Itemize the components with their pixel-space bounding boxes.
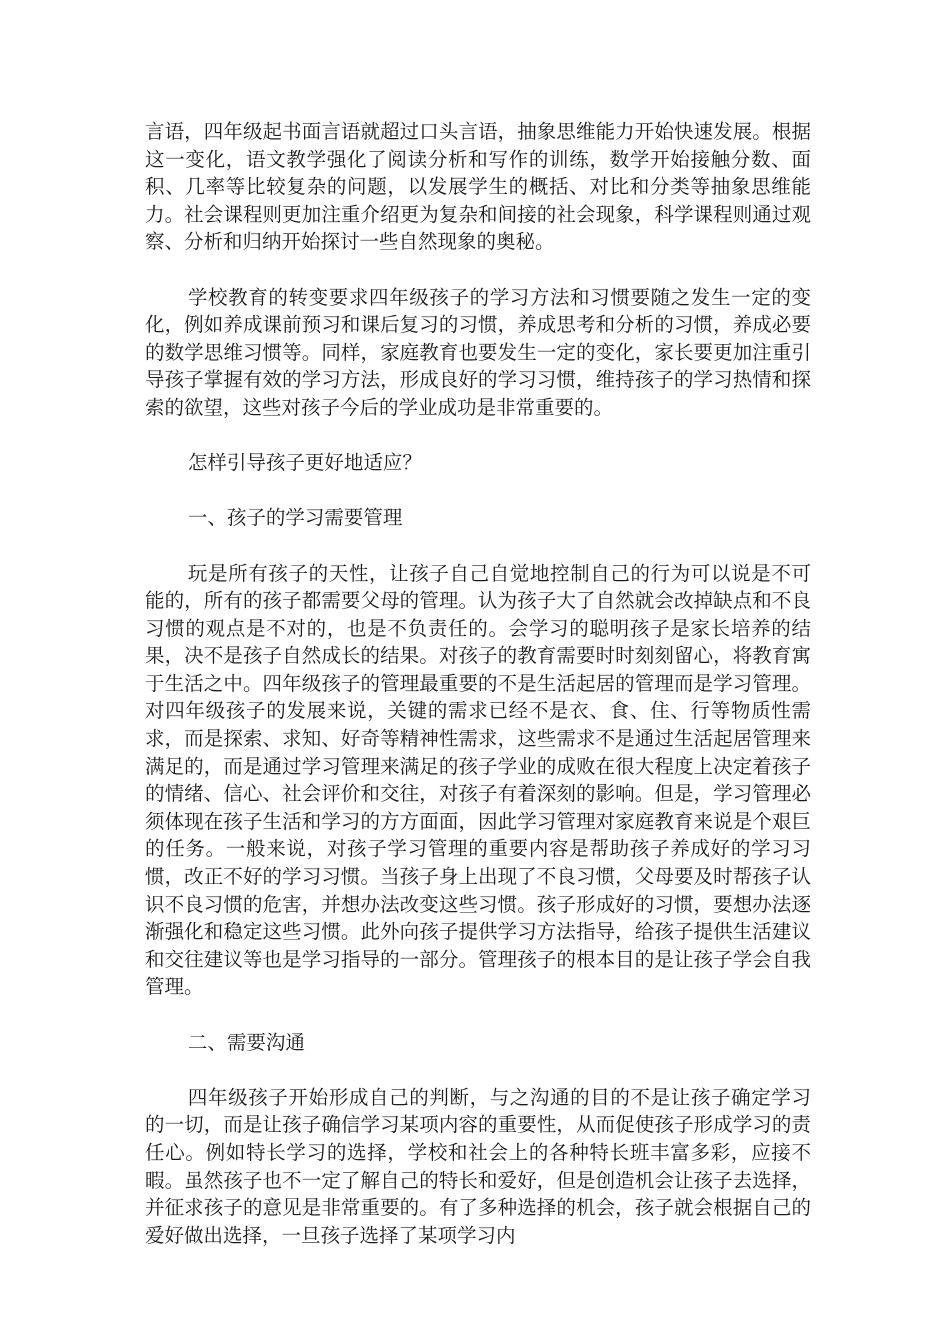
paragraph-intro-continued: 言语，四年级起书面言语就超过口头言语，抽象思维能力开始快速发展。根据这一变化，语文教学强化了阅读分析和写作的训练，数学开始接触分数、面积、几率等比较复杂的问题，以发展学生的概括、对比和分类等抽象思维能力。社会课程则更加注重介绍更为复杂和间接的社会现象，科学课程则通过观察、分析和归纳开始探讨一些自然现象的奥秘。	[145, 120, 811, 254]
paragraph-school-change: 学校教育的转变要求四年级孩子的学习方法和习惯要随之发生一定的变化，例如养成课前预习和课后复习的习惯，养成思考和分析的习惯，养成必要的数学思维习惯等。同样，家庭教育也要发生一定的变化，家长要更加注重引导孩子掌握有效的学习方法，形成良好的学习习惯，维持孩子的学习热情和探索的欲望，这些对孩子今后的学业成功是非常重要的。	[145, 285, 811, 419]
section-question-heading: 怎样引导孩子更好地适应？	[187, 451, 422, 475]
paragraph-management: 玩是所有孩子的天性，让孩子自己自觉地控制自己的行为可以说是不可能的，所有的孩子都需要父母的管理。认为孩子大了自然就会改掉缺点和不良习惯的观点是不对的，也是不负责任的。会学习的聪明孩子是家长培养的结果，决不是孩子自然成长的结果。对孩子的教育需要时时刻刻留心，将教育寓于生活之中。四年级孩子的管理最重要的不是生活起居的管理而是学习管理。对四年级孩子的发展来说，关键的需求已经不是衣、食、住、行等物质性需求，而是探索、求知、好奇等精神性需求，这些需求不是通过生活起居管理来满足的，而是通过学习管理来满足的孩子学业的成败在很大程度上决定着孩子的情绪、信心、社会评价和交往，对孩子有着深刻的影响。但是，学习管理必须体现在孩子生活和学习的方方面面，因此学习管理对家庭教育来说是个艰巨的任务。一般来说，对孩子学习管理的重要内容是帮助孩子养成好的学习习惯，改正不好的学习习惯。当孩子身上出现了不良习惯，父母要及时帮孩子认识不良习惯的危害，并想办法改变这些习惯。孩子形成好的习惯，要想办法逐渐强化和稳定这些习惯。此外向孩子提供学习方法指导，给孩子提供生活建议和交往建议等也是学习指导的一部分。管理孩子的根本目的是让孩子学会自我管理。	[145, 561, 811, 999]
section-heading-management: 一、孩子的学习需要管理	[187, 506, 403, 530]
paragraph-communication: 四年级孩子开始形成自己的判断，与之沟通的目的不是让孩子确定学习的一切，而是让孩子确信学习某项内容的重要性，从而促使孩子形成学习的责任心。例如特长学习的选择，学校和社会上的各种特长班丰富多彩，应接不暇。虽然孩子也不一定了解自己的特长和爱好，但是创造机会让孩子去选择，并征求孩子的意见是非常重要的。有了多种选择的机会，孩子就会根据自己的爱好做出选择，一旦孩子选择了某项学习内	[145, 1085, 811, 1247]
document-page	[145, 118, 811, 1277]
section-heading-communication: 二、需要沟通	[187, 1030, 305, 1054]
